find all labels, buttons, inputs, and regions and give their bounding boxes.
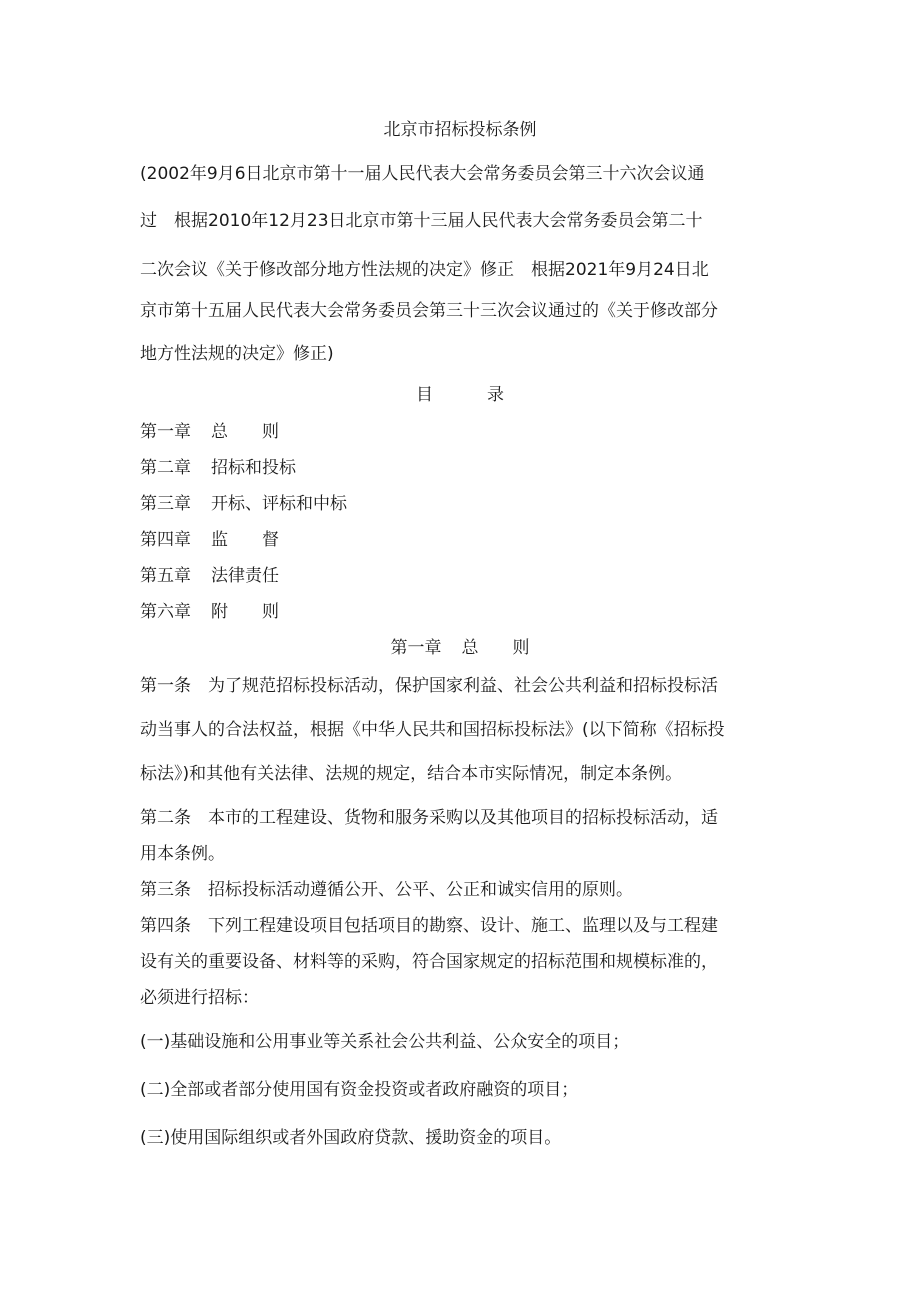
article-2-line-2: 用本条例。 (140, 844, 225, 864)
preamble-line-1: (2002年9月6日北京市第十一届人民代表大会常务委员会第三十六次会议通 (140, 164, 705, 184)
toc-heading (0, 383, 920, 407)
chapter-number: 第一章 (390, 638, 442, 658)
toc-item-number: 第四章 (140, 530, 191, 550)
preamble-line-3: 二次会议《关于修改部分地方性法规的决定》修正 根据2021年9月24日北 (140, 260, 709, 280)
toc-item (140, 492, 780, 516)
article-1-line-2: 动当事人的合法权益，根据《中华人民共和国招标投标法》(以下简称《招标投 (140, 720, 725, 740)
toc-item (140, 456, 780, 480)
chapter-title: 总 则 (461, 638, 530, 658)
article-3-line-1: 第三条 招标投标活动遵循公开、公平、公正和诚实信用的原则。 (140, 880, 633, 900)
article-4-line-2: 设有关的重要设备、材料等的采购，符合国家规定的招标范围和规模标准的， (140, 952, 718, 972)
toc-item-title: 监 督 (211, 530, 279, 550)
article-1-line-3: 标法》)和其他有关法律、法规的规定，结合本市实际情况，制定本条例。 (140, 764, 683, 784)
toc-heading-part-a: 目 (416, 385, 433, 405)
toc-item-title: 附 则 (211, 602, 279, 622)
toc-item-number: 第五章 (140, 566, 191, 586)
toc-item-title: 总 则 (211, 422, 279, 442)
toc-item (140, 600, 780, 624)
preamble-line-5: 地方性法规的决定》修正) (140, 344, 334, 364)
article-4-line-1: 第四条 下列工程建设项目包括项目的勘察、设计、施工、监理以及与工程建 (140, 916, 718, 936)
toc-item-title: 法律责任 (211, 566, 279, 586)
document-title: 北京市招标投标条例 (383, 120, 537, 140)
toc-item (140, 528, 780, 552)
toc-item (140, 564, 780, 588)
toc-item-number: 第一章 (140, 422, 191, 442)
toc-item-number: 第二章 (140, 458, 191, 478)
article-4-line-3: 必须进行招标： (140, 988, 259, 1008)
article-1-line-1: 第一条 为了规范招标投标活动，保护国家利益、社会公共利益和招标投标活 (140, 676, 718, 696)
toc-heading-part-b: 录 (487, 385, 504, 405)
toc-item-number: 第三章 (140, 494, 191, 514)
toc-item-number: 第六章 (140, 602, 191, 622)
article-2-line-1: 第二条 本市的工程建设、货物和服务采购以及其他项目的招标投标活动，适 (140, 808, 718, 828)
article-4-item-3: (三)使用国际组织或者外国政府贷款、援助资金的项目。 (140, 1128, 562, 1148)
preamble-line-4: 京市第十五届人民代表大会常务委员会第三十三次会议通过的《关于修改部分 (140, 301, 718, 321)
article-4-item-2: (二)全部或者部分使用国有资金投资或者政府融资的项目； (140, 1080, 579, 1100)
article-4-item-1: (一)基础设施和公用事业等关系社会公共利益、公众安全的项目； (140, 1032, 630, 1052)
toc-item-title: 招标和投标 (211, 458, 296, 478)
preamble-line-2: 过 根据2010年12月23日北京市第十三届人民代表大会常务委员会第二十 (140, 211, 703, 231)
toc-item-title: 开标、评标和中标 (211, 494, 347, 514)
chapter-heading (0, 636, 920, 660)
toc-item (140, 420, 780, 444)
